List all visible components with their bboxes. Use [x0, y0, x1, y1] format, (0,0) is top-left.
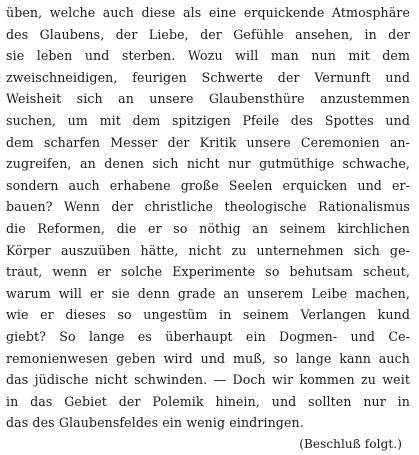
- text-line-14: warum will er sie denn grade an unserem Leibe machen,: [6, 285, 410, 301]
- text-line-19: in das Gebiet der Polemik hinein, und sollten nur in: [6, 393, 410, 409]
- text-line-12: Körper auszuüben hätte, nicht zu unternehmen sich ge-: [6, 242, 410, 258]
- text-line-7: dem scharfen Messer der Kritik unsere Ceremonien an-: [6, 134, 410, 150]
- text-line-11: die Reformen, die er so nöthig an seinem kirchlichen: [6, 220, 410, 236]
- closing-note: (Beschluß folgt.): [299, 436, 402, 451]
- text-line-16: giebt? So lange es überhaupt ein Dogmen- und Ce-: [6, 328, 410, 344]
- text-line-4: zweischneidigen, feurigen Schwerte der Vernunft und: [6, 69, 410, 85]
- text-line-10: bauen? Wenn der christliche theologische Rationalismus: [6, 199, 410, 215]
- text-line-17: remonienwesen geben wird und muß, so lange kann auch: [6, 350, 410, 366]
- text-line-9: sondern auch erhabene große Seelen erquicken und er-: [6, 177, 410, 193]
- text-line-2: des Glaubens, der Liebe, der Gefühle ansehen, in der: [6, 26, 410, 42]
- text-line-1: üben, welche auch diese als eine erquickende Atmosphäre: [6, 5, 410, 20]
- text-line-6: suchen, um mit dem spitzigen Pfeile des Spottes und: [6, 112, 410, 128]
- text-line-3: sie leben und sterben. Wozu will man nun mit dem: [6, 48, 410, 64]
- text-line-5: Weisheit sich an unsere Glaubensthüre anzustemmen: [6, 91, 410, 107]
- text-line-15: wie er dieses so ungestüm in seinem Verlangen kund: [6, 307, 410, 323]
- text-block: [6, 2, 410, 455]
- text-line-13: traut, wenn er solche Experimente so behutsam scheut,: [6, 264, 410, 280]
- text-line-18: das jüdische nicht schwinden. — Doch wir kommen zu weit: [6, 372, 410, 388]
- text-line-20: das des Glaubensfeldes ein wenig eindringen.: [6, 415, 304, 431]
- text-line-8: zugreifen, an denen sich nicht nur gutmüthige schwache,: [6, 156, 410, 172]
